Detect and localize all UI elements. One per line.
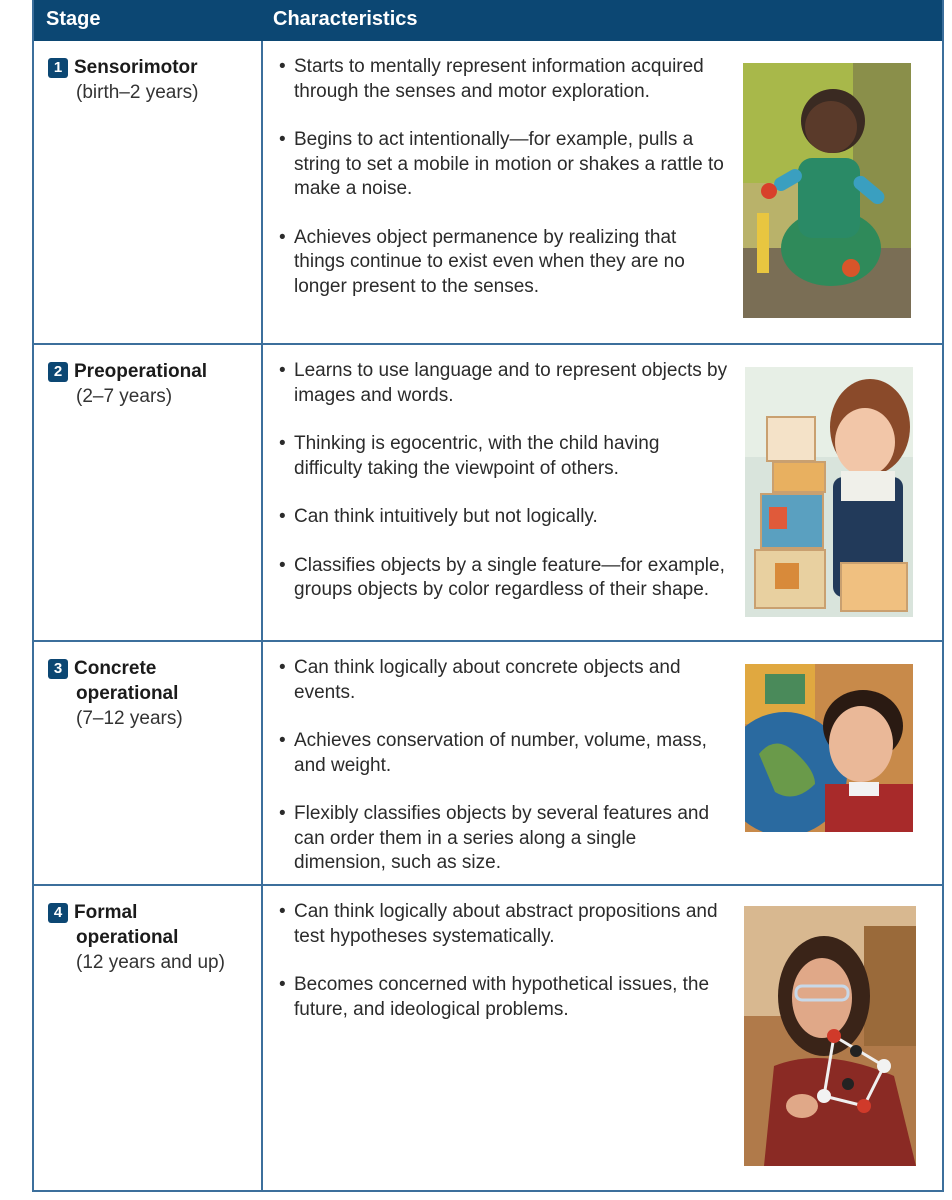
- stage-number-badge: 3: [48, 659, 68, 679]
- characteristic-item: • Learns to use language and to represent objects by images and words.: [278, 359, 730, 408]
- characteristics-list: [278, 900, 730, 1046]
- boy-globe-photo: [745, 664, 913, 832]
- characteristic-item: • Can think logically about abstract propositions and test hypotheses systematically.: [278, 900, 730, 949]
- characteristic-item: • Starts to mentally represent information acquired through the senses and motor exploration.: [278, 55, 730, 104]
- characteristics-list: [278, 55, 730, 323]
- stage-cell: [48, 656, 253, 731]
- stage-cell: [48, 359, 253, 409]
- characteristic-item: • Achieves conservation of number, volume, mass, and weight.: [278, 729, 730, 778]
- stage-ages: (birth–2 years): [76, 82, 199, 103]
- table-row-formal-operational: [34, 886, 942, 1190]
- table-row-sensorimotor: [34, 41, 942, 343]
- stage-name-continued: operational: [76, 683, 179, 704]
- table-row-concrete-operational: [34, 642, 942, 884]
- characteristic-item: • Flexibly classifies objects by several features and can order them in a series along a single dimension, such as size.: [278, 802, 730, 876]
- characteristic-item: • Can think intuitively but not logically.: [278, 505, 730, 530]
- stage-number-badge: 1: [48, 58, 68, 78]
- stage-name: Formal: [74, 902, 138, 923]
- characteristic-item: • Begins to act intentionally—for example, pulls a string to set a mobile in motion or shakes a rattle to make a noise.: [278, 128, 730, 202]
- toddler-blocks-photo: [745, 367, 913, 617]
- stage-name: Sensorimotor: [74, 57, 198, 78]
- stage-ages: (12 years and up): [76, 952, 225, 973]
- table-row-preoperational: [34, 345, 942, 640]
- stage-name-continued: operational: [76, 927, 179, 948]
- characteristic-item: • Becomes concerned with hypothetical issues, the future, and ideological problems.: [278, 973, 730, 1022]
- header-characteristics: Characteristics: [273, 8, 418, 30]
- characteristic-item: • Thinking is egocentric, with the child having difficulty taking the viewpoint of others.: [278, 432, 730, 481]
- stage-number-badge: 4: [48, 903, 68, 923]
- characteristics-list: [278, 359, 730, 627]
- stage-number-badge: 2: [48, 362, 68, 382]
- stage-ages: (2–7 years): [76, 386, 173, 407]
- stage-name: Preoperational: [74, 361, 208, 382]
- characteristic-item: • Classifies objects by a single feature—for example, groups objects by color regardless of their shape.: [278, 554, 730, 603]
- characteristic-item: • Can think logically about concrete objects and events.: [278, 656, 730, 705]
- teen-molecule-photo: [744, 906, 916, 1166]
- stage-cell: [48, 55, 253, 105]
- stage-name: Concrete: [74, 658, 157, 679]
- table-header: [34, 0, 942, 41]
- stage-ages: (7–12 years): [76, 708, 183, 729]
- header-stage: Stage: [46, 8, 101, 30]
- characteristic-item: • Achieves object permanence by realizing that things continue to exist even when they are no longer present to the senses.: [278, 226, 730, 300]
- baby-photo: [743, 63, 911, 318]
- characteristics-list: [278, 656, 730, 900]
- stage-cell: [48, 900, 253, 975]
